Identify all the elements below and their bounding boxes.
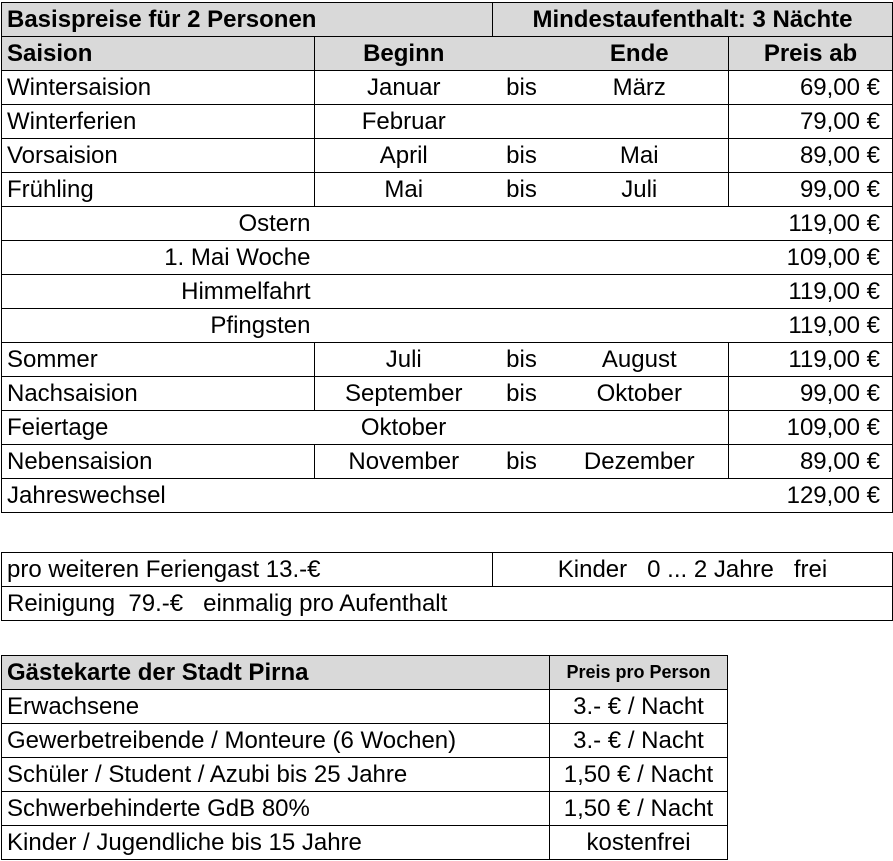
guestcard-header-row xyxy=(2,656,728,690)
bis-cell: bis xyxy=(493,173,551,207)
season-cell: Sommer xyxy=(2,343,315,377)
table-row xyxy=(2,241,893,275)
begin-cell: September xyxy=(315,377,493,411)
table-row xyxy=(2,553,893,587)
table-row xyxy=(2,309,893,343)
cleaning-cell: Reinigung 79.-€ einmalig pro Aufenthalt xyxy=(2,587,893,621)
holiday-cell: Himmelfahrt xyxy=(2,275,315,309)
header-season: Saision xyxy=(2,37,315,71)
price-table xyxy=(1,2,893,513)
end-cell: August xyxy=(551,343,729,377)
end-cell: Dezember xyxy=(551,445,729,479)
table-row xyxy=(2,377,893,411)
guestcard-price-cell: kostenfrei xyxy=(550,826,728,860)
guestcard-label-cell: Gewerbetreibende / Monteure (6 Wochen) xyxy=(2,724,550,758)
table-row xyxy=(2,343,893,377)
bis-cell: bis xyxy=(493,343,551,377)
guestcard-price-cell: 3.- € / Nacht xyxy=(550,724,728,758)
begin-cell: Juli xyxy=(315,343,493,377)
season-cell: Jahreswechsel xyxy=(2,479,315,513)
end-cell: März xyxy=(551,71,729,105)
guestcard-label-cell: Erwachsene xyxy=(2,690,550,724)
header-price: Preis ab xyxy=(729,37,893,71)
holiday-cell: Pfingsten xyxy=(2,309,315,343)
children-free-cell: Kinder 0 ... 2 Jahre frei xyxy=(493,553,893,587)
end-cell: Oktober xyxy=(551,377,729,411)
end-cell: Mai xyxy=(551,139,729,173)
guestcard-table xyxy=(1,655,728,860)
end-cell xyxy=(551,105,729,139)
empty-cell xyxy=(315,479,729,513)
begin-cell: Mai xyxy=(315,173,493,207)
end-cell xyxy=(551,411,729,445)
table-row xyxy=(2,71,893,105)
table-row xyxy=(2,479,893,513)
begin-cell: Januar xyxy=(315,71,493,105)
price-cell: 119,00 € xyxy=(729,343,893,377)
empty-cell xyxy=(315,275,729,309)
bis-cell: bis xyxy=(493,377,551,411)
min-stay-label: Mindestaufenthalt: 3 Nächte xyxy=(493,3,893,37)
guestcard-price-cell: 1,50 € / Nacht xyxy=(550,758,728,792)
price-cell: 129,00 € xyxy=(729,479,893,513)
table-row xyxy=(2,411,893,445)
price-cell: 79,00 € xyxy=(729,105,893,139)
guestcard-title: Gästekarte der Stadt Pirna xyxy=(2,656,550,690)
season-cell: Feiertage xyxy=(2,411,315,445)
header-end: Ende xyxy=(551,37,729,71)
empty-cell xyxy=(315,207,729,241)
season-cell: Winterferien xyxy=(2,105,315,139)
empty-cell xyxy=(315,241,729,275)
price-table-header-row xyxy=(2,37,893,71)
price-cell: 119,00 € xyxy=(729,207,893,241)
end-cell: Juli xyxy=(551,173,729,207)
begin-cell: April xyxy=(315,139,493,173)
season-cell: Nebensaision xyxy=(2,445,315,479)
table-row xyxy=(2,758,728,792)
bis-cell: bis xyxy=(493,71,551,105)
bis-cell: bis xyxy=(493,139,551,173)
price-cell: 119,00 € xyxy=(729,275,893,309)
guestcard-label-cell: Kinder / Jugendliche bis 15 Jahre xyxy=(2,826,550,860)
table-row xyxy=(2,275,893,309)
price-cell: 99,00 € xyxy=(729,173,893,207)
season-cell: Wintersaision xyxy=(2,71,315,105)
table-row xyxy=(2,173,893,207)
begin-cell: Februar xyxy=(315,105,493,139)
price-cell: 109,00 € xyxy=(729,411,893,445)
bis-cell xyxy=(493,411,551,445)
table-row xyxy=(2,724,728,758)
holiday-cell: 1. Mai Woche xyxy=(2,241,315,275)
guestcard-price-header: Preis pro Person xyxy=(550,656,728,690)
price-table-title: Basispreise für 2 Personen xyxy=(2,3,493,37)
season-cell: Vorsaision xyxy=(2,139,315,173)
table-row xyxy=(2,445,893,479)
guestcard-price-cell: 1,50 € / Nacht xyxy=(550,792,728,826)
bis-cell xyxy=(493,105,551,139)
table-row xyxy=(2,207,893,241)
price-cell: 89,00 € xyxy=(729,445,893,479)
extras-table xyxy=(1,552,893,621)
guestcard-label-cell: Schüler / Student / Azubi bis 25 Jahre xyxy=(2,758,550,792)
extra-guest-cell: pro weiteren Feriengast 13.-€ xyxy=(2,553,493,587)
guestcard-price-cell: 3.- € / Nacht xyxy=(550,690,728,724)
price-cell: 89,00 € xyxy=(729,139,893,173)
bis-cell: bis xyxy=(493,445,551,479)
table-row xyxy=(2,139,893,173)
table-row xyxy=(2,792,728,826)
price-table-title-row xyxy=(2,3,893,37)
table-row xyxy=(2,105,893,139)
guestcard-label-cell: Schwerbehinderte GdB 80% xyxy=(2,792,550,826)
empty-cell xyxy=(315,309,729,343)
season-cell: Frühling xyxy=(2,173,315,207)
price-cell: 69,00 € xyxy=(729,71,893,105)
price-cell: 99,00 € xyxy=(729,377,893,411)
table-row xyxy=(2,587,893,621)
price-cell: 119,00 € xyxy=(729,309,893,343)
header-spacer xyxy=(493,37,551,71)
table-row xyxy=(2,690,728,724)
begin-cell: November xyxy=(315,445,493,479)
season-cell: Nachsaision xyxy=(2,377,315,411)
price-cell: 109,00 € xyxy=(729,241,893,275)
holiday-cell: Ostern xyxy=(2,207,315,241)
begin-cell: Oktober xyxy=(315,411,493,445)
table-row xyxy=(2,826,728,860)
header-begin: Beginn xyxy=(315,37,493,71)
